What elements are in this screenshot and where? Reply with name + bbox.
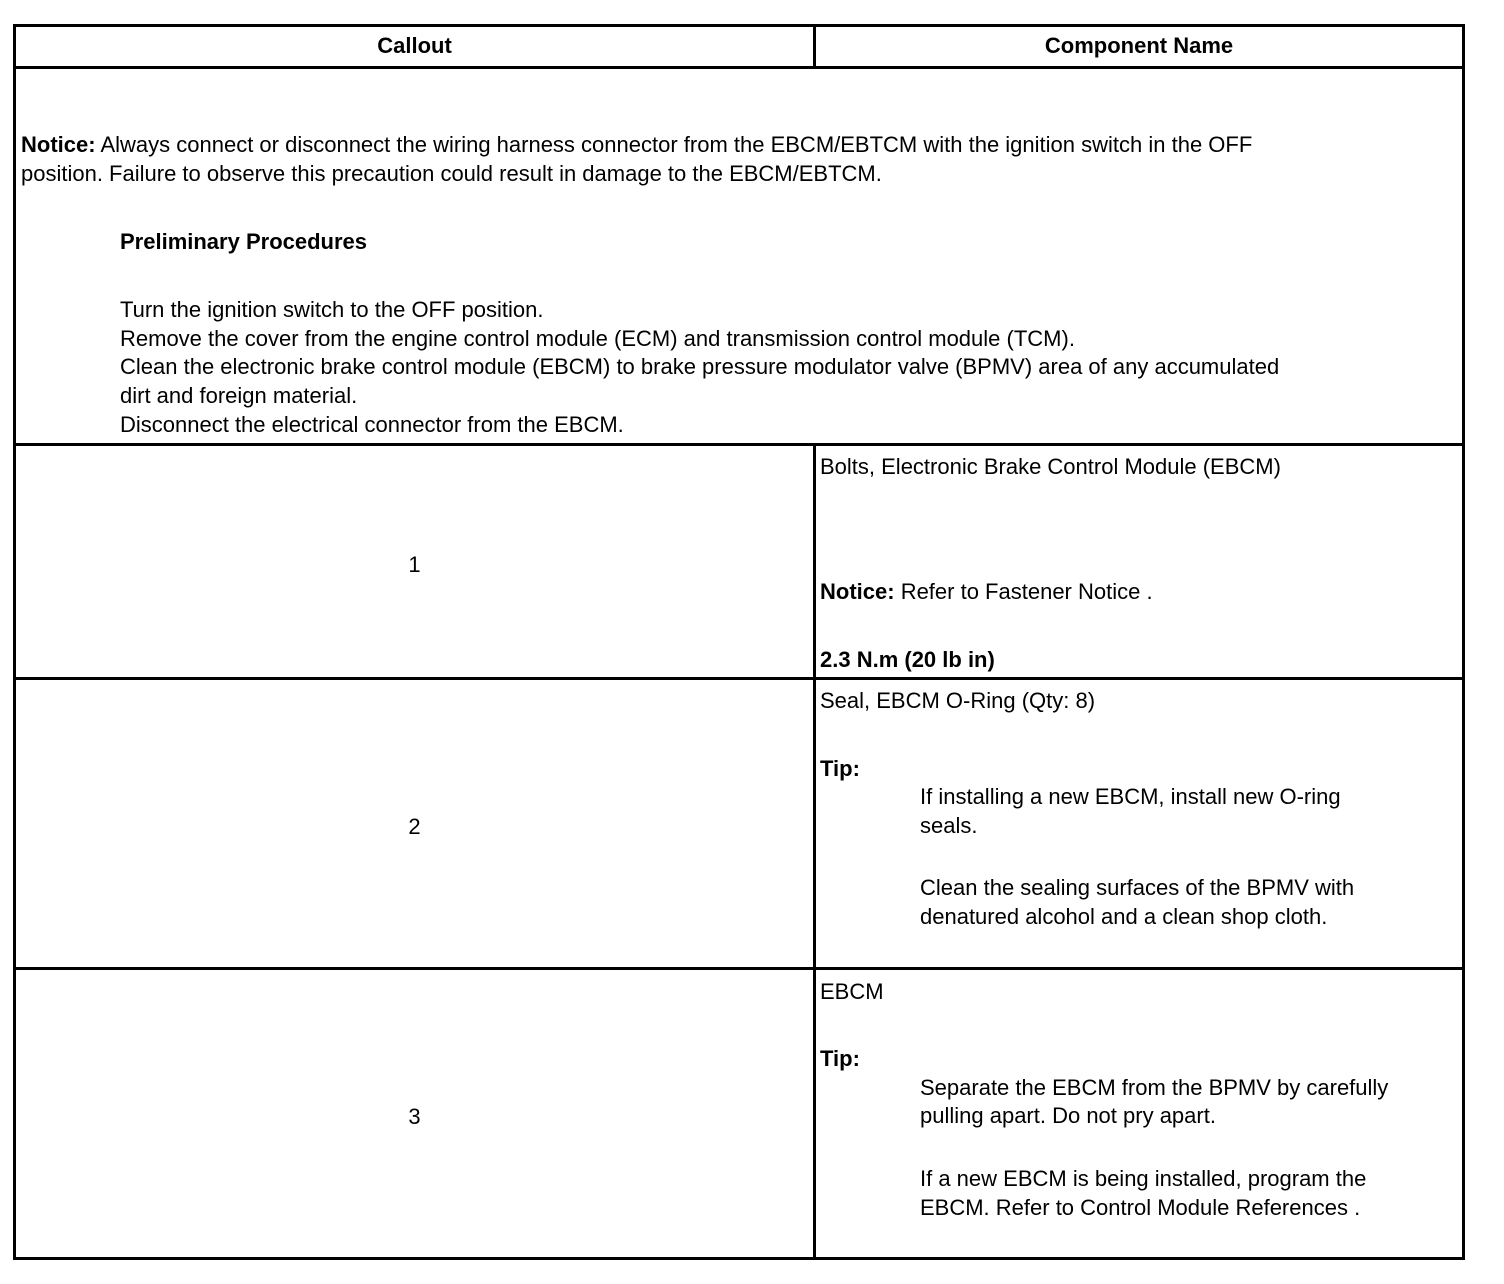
header-callout: Callout [377, 33, 452, 58]
notice-label: Notice: [21, 132, 96, 157]
row1-notice [820, 577, 1153, 606]
callout-1: 1 [408, 552, 421, 577]
row2-tip-1-cont: seals. [920, 813, 978, 838]
row3-tip-1-cont: pulling apart. Do not pry apart. [920, 1103, 1216, 1128]
callout-2: 2 [408, 814, 421, 839]
row1-torque: 2.3 N.m (20 lb in) [820, 647, 995, 672]
row2-tip-2-cont: denatured alcohol and a clean shop cloth. [920, 904, 1328, 929]
callout-3: 3 [408, 1104, 421, 1129]
component-name-2: Seal, EBCM O-Ring (Qty: 8) [820, 688, 1096, 713]
row2-tip-2: Clean the sealing surfaces of the BPMV with [920, 875, 1355, 900]
component-name-1: Bolts, Electronic Brake Control Module (EBCM) [820, 454, 1281, 479]
row3-tip-label: Tip: [820, 1046, 860, 1071]
component-table [13, 24, 1465, 1260]
component-name-3: EBCM [820, 979, 884, 1004]
preliminary-title: Preliminary Procedures [120, 229, 368, 254]
preliminary-notice-line1 [21, 130, 1252, 159]
header-divider [16, 66, 1462, 69]
notice-text-1: Always connect or disconnect the wiring harness connector from the EBCM/EBTCM with the ignition switch in the OFF [100, 132, 1253, 157]
preliminary-step-4: Disconnect the electrical connector from the EBCM. [120, 412, 624, 437]
row2-tip-1: If installing a new EBCM, install new O-ring [920, 784, 1341, 809]
preliminary-step-2: Remove the cover from the engine control module (ECM) and transmission control module (TCM). [120, 326, 1075, 351]
row3-tip-2-cont: EBCM. Refer to Control Module References . [920, 1195, 1361, 1220]
col-divider-body [813, 443, 816, 1260]
preliminary-notice-line2: position. Failure to observe this precaution could result in damage to the EBCM/EBTCM. [21, 161, 882, 186]
row-divider-2 [16, 677, 1462, 680]
row1-notice-label: Notice: [820, 579, 895, 604]
row3-tip-2: If a new EBCM is being installed, program the [920, 1166, 1367, 1191]
row1-notice-text: Refer to Fastener Notice . [900, 579, 1153, 604]
preliminary-step-3-cont: dirt and foreign material. [120, 383, 358, 408]
row-divider-3 [16, 967, 1462, 970]
row-divider-1 [16, 443, 1462, 446]
row3-tip-1: Separate the EBCM from the BPMV by carefully [920, 1075, 1389, 1100]
header-component-name: Component Name [1044, 33, 1234, 58]
row2-tip-label: Tip: [820, 756, 860, 781]
preliminary-step-1: Turn the ignition switch to the OFF position. [120, 297, 544, 322]
preliminary-step-3: Clean the electronic brake control module (EBCM) to brake pressure modulator valve (BPMV) area of any accumulated [120, 354, 1280, 379]
